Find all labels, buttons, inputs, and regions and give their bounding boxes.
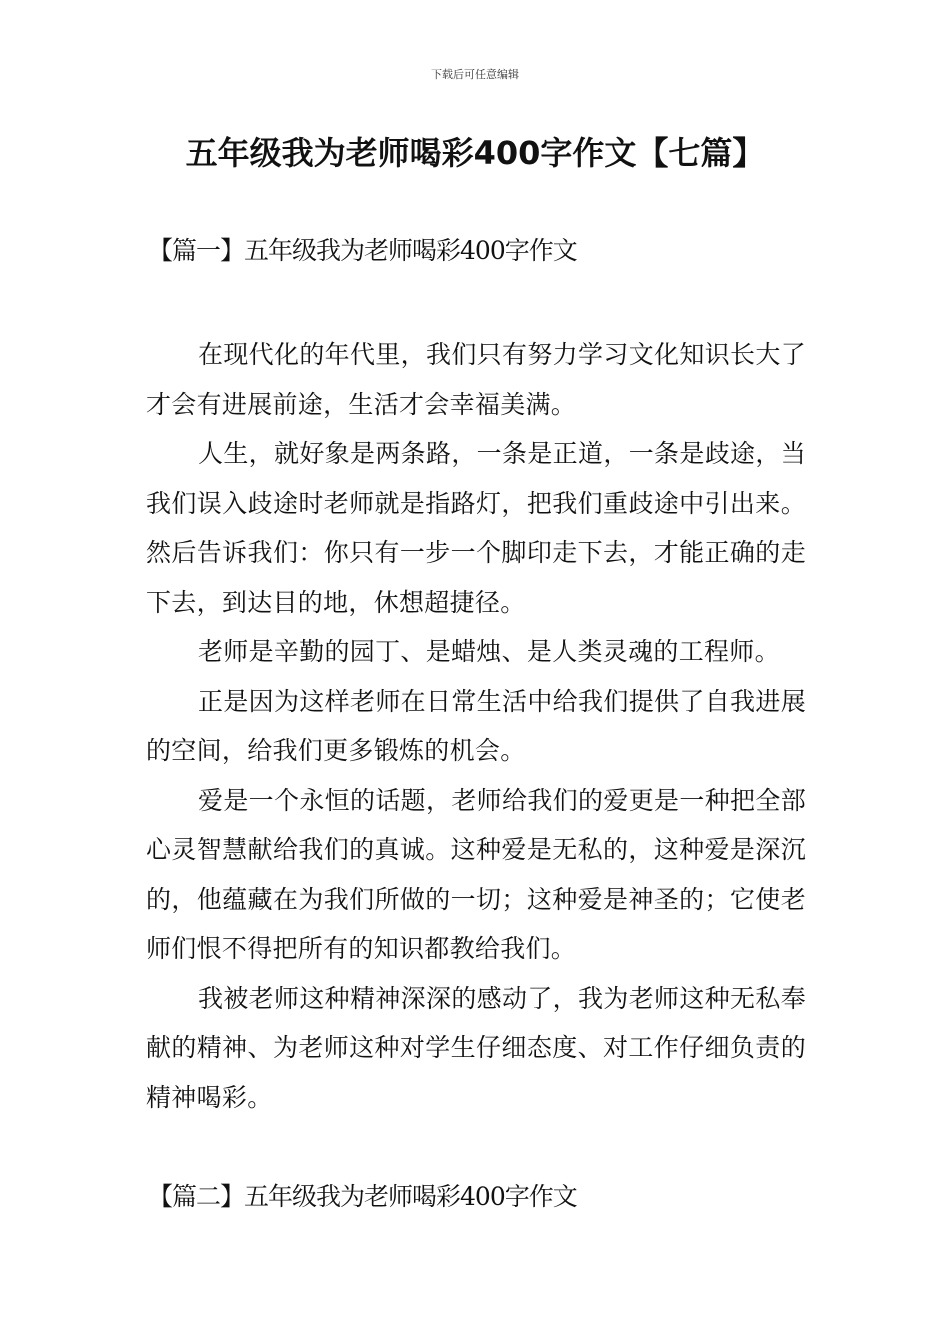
- page-header-note: 下载后可任意编辑: [431, 68, 519, 81]
- paragraph: 正是因为这样老师在日常生活中给我们提供了自我进展的空间，给我们更多锻炼的机会。: [146, 686, 806, 765]
- section-heading-1: 【篇一】五年级我为老师喝彩400字作文: [148, 236, 577, 265]
- paragraph: 人生，就好象是两条路，一条是正道，一条是歧途，当我们误入歧途时老师就是指路灯，把我们重歧途中引出来。然后告诉我们：你只有一步一个脚印走下去，才能正确的走下去，到达目的地，休想超捷径。: [146, 439, 806, 617]
- paragraph: 爱是一个永恒的话题，老师给我们的爱更是一种把全部心灵智慧献给我们的真诚。这种爱是无私的，这种爱是深沉的，他蕴藏在为我们所做的一切；这种爱是神圣的；它使老师们恨不得把所有的知识都教给我们。: [146, 785, 806, 963]
- paragraph: 老师是辛勤的园丁、是蜡烛、是人类灵魂的工程师。: [198, 637, 780, 666]
- document-title: 五年级我为老师喝彩400字作文【七篇】: [185, 134, 765, 172]
- paragraph: 我被老师这种精神深深的感动了，我为老师这种无私奉献的精神、为老师这种对学生仔细态度、对工作仔细负责的精神喝彩。: [146, 983, 806, 1112]
- paragraph: 在现代化的年代里，我们只有努力学习文化知识长大了才会有进展前途，生活才会幸福美满。: [146, 340, 806, 419]
- section-1-body: [146, 330, 806, 1122]
- section-heading-2: 【篇二】五年级我为老师喝彩400字作文: [148, 1182, 577, 1211]
